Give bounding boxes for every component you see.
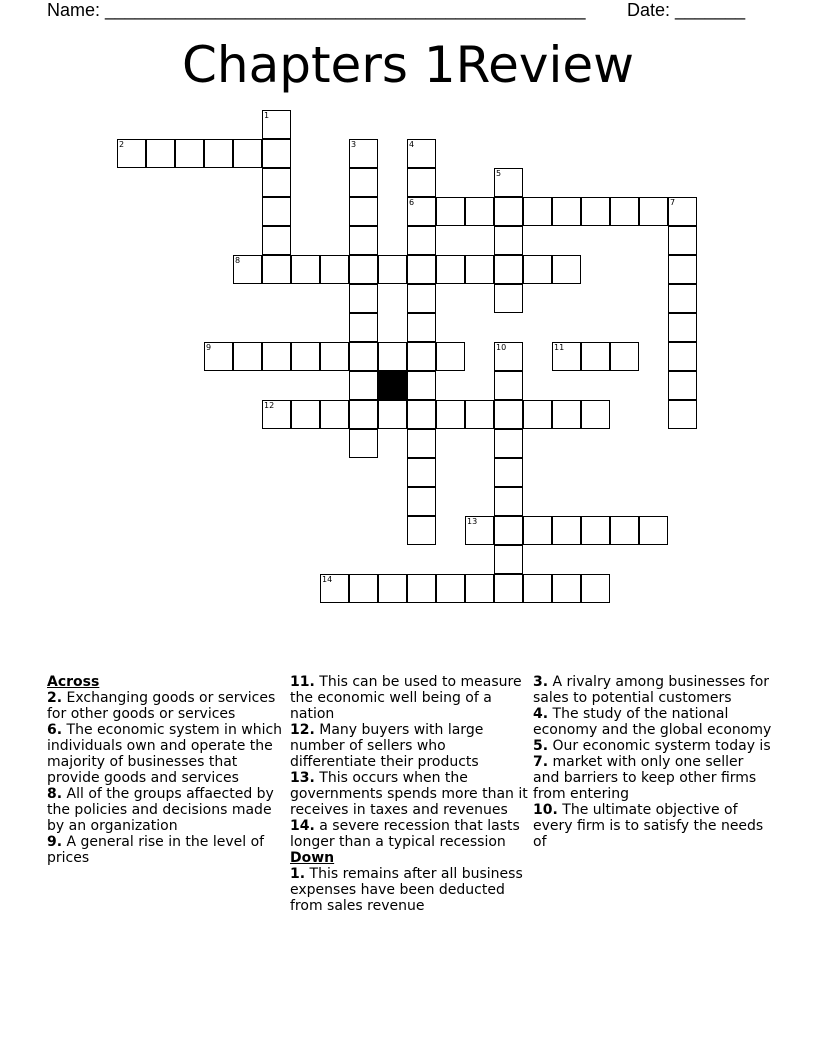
grid-cell[interactable] bbox=[523, 197, 552, 226]
grid-cell[interactable] bbox=[494, 371, 523, 400]
grid-cell[interactable] bbox=[668, 371, 697, 400]
grid-cell[interactable] bbox=[262, 400, 291, 429]
grid-cell[interactable] bbox=[407, 139, 436, 168]
grid-cell[interactable] bbox=[378, 255, 407, 284]
clue-number: 11. bbox=[290, 674, 315, 690]
down-clue bbox=[533, 738, 773, 754]
down-clue bbox=[533, 802, 773, 850]
cell-number: 10 bbox=[496, 343, 507, 352]
across-clue bbox=[47, 690, 287, 722]
across-heading: Across bbox=[47, 674, 100, 690]
grid-cell[interactable] bbox=[668, 197, 697, 226]
grid-cell[interactable] bbox=[581, 197, 610, 226]
clue-text: The ultimate objective of every firm is to satisfy the needs of bbox=[533, 802, 764, 850]
clue-text: This occurs when the governments spends more than it receives in taxes and revenues bbox=[290, 770, 528, 818]
clue-text: This can be used to measure the economic well being of a nation bbox=[290, 674, 522, 722]
clue-number: 2. bbox=[47, 690, 63, 706]
grid-cell[interactable] bbox=[320, 400, 349, 429]
cell-number: 13 bbox=[467, 517, 478, 526]
grid-cell[interactable] bbox=[610, 342, 639, 371]
cell-number: 4 bbox=[409, 140, 415, 149]
grid-cell[interactable] bbox=[117, 139, 146, 168]
clue-text: This remains after all business expenses have been deducted from sales revenue bbox=[290, 866, 523, 914]
clue-number: 13. bbox=[290, 770, 315, 786]
grid-cell[interactable] bbox=[320, 255, 349, 284]
grid-cell[interactable] bbox=[552, 400, 581, 429]
clue-number: 6. bbox=[47, 722, 63, 738]
grid-cell[interactable] bbox=[523, 255, 552, 284]
down-clue bbox=[533, 706, 773, 738]
grid-cell[interactable] bbox=[668, 255, 697, 284]
cell-number: 12 bbox=[264, 401, 275, 410]
grid-cell[interactable] bbox=[291, 342, 320, 371]
across-clue bbox=[290, 818, 530, 850]
grid-cell[interactable] bbox=[407, 342, 436, 371]
clue-text: Many buyers with large number of sellers who differentiate their products bbox=[290, 722, 484, 770]
across-clue bbox=[290, 770, 530, 818]
grid-cell[interactable] bbox=[407, 371, 436, 400]
grid-cell[interactable] bbox=[581, 516, 610, 545]
across-clue bbox=[47, 834, 287, 866]
clue-text: All of the groups affaected by the policies and decisions made by an organization bbox=[47, 786, 274, 834]
grid-cell[interactable] bbox=[668, 284, 697, 313]
grid-cell[interactable] bbox=[494, 516, 523, 545]
cell-number: 2 bbox=[119, 140, 125, 149]
clue-text: The study of the national economy and the global economy bbox=[533, 706, 772, 738]
cell-number: 9 bbox=[206, 343, 212, 352]
grid-cell[interactable] bbox=[436, 574, 465, 603]
grid-cell[interactable] bbox=[494, 487, 523, 516]
grid-cell[interactable] bbox=[465, 574, 494, 603]
grid-cell[interactable] bbox=[494, 284, 523, 313]
clue-column-1 bbox=[47, 674, 287, 866]
grid-cell[interactable] bbox=[552, 574, 581, 603]
grid-cell[interactable] bbox=[407, 255, 436, 284]
clue-text: A general rise in the level of prices bbox=[47, 834, 265, 866]
grid-cell[interactable] bbox=[552, 516, 581, 545]
cell-number: 5 bbox=[496, 169, 502, 178]
grid-cell[interactable] bbox=[349, 342, 378, 371]
grid-cell[interactable] bbox=[436, 400, 465, 429]
grid-cell[interactable] bbox=[349, 139, 378, 168]
across-clue bbox=[290, 674, 530, 722]
grid-cell[interactable] bbox=[581, 400, 610, 429]
grid-cell[interactable] bbox=[523, 400, 552, 429]
clue-number: 1. bbox=[290, 866, 306, 882]
grid-cell[interactable] bbox=[378, 400, 407, 429]
grid-cell[interactable] bbox=[262, 226, 291, 255]
down-clue bbox=[290, 866, 530, 914]
grid-cell[interactable] bbox=[465, 400, 494, 429]
clue-number: 12. bbox=[290, 722, 315, 738]
grid-cell[interactable] bbox=[494, 226, 523, 255]
grid-cell[interactable] bbox=[581, 342, 610, 371]
grid-cell[interactable] bbox=[233, 342, 262, 371]
grid-cell[interactable] bbox=[523, 574, 552, 603]
grid-cell[interactable] bbox=[407, 400, 436, 429]
grid-cell[interactable] bbox=[262, 197, 291, 226]
grid-cell[interactable] bbox=[668, 342, 697, 371]
clue-text: The economic system in which individuals own and operate the majority of businesses that provide goods and services bbox=[47, 722, 283, 786]
grid-cell[interactable] bbox=[262, 255, 291, 284]
black-cell bbox=[378, 371, 407, 400]
grid-cell[interactable] bbox=[436, 342, 465, 371]
clue-text: a severe recession that lasts longer than a typical recession bbox=[290, 818, 520, 850]
clue-column-2 bbox=[290, 674, 530, 914]
grid-cell[interactable] bbox=[349, 168, 378, 197]
grid-cell[interactable] bbox=[291, 400, 320, 429]
grid-cell[interactable] bbox=[349, 429, 378, 458]
grid-cell[interactable] bbox=[262, 342, 291, 371]
clue-number: 10. bbox=[533, 802, 558, 818]
clue-number: 5. bbox=[533, 738, 549, 754]
grid-cell[interactable] bbox=[668, 400, 697, 429]
date-field[interactable]: Date: _______ bbox=[627, 0, 746, 20]
grid-cell[interactable] bbox=[407, 574, 436, 603]
grid-cell[interactable] bbox=[262, 139, 291, 168]
down-heading: Down bbox=[290, 850, 335, 866]
clue-text: Our economic systerm today is bbox=[552, 738, 771, 754]
grid-cell[interactable] bbox=[407, 168, 436, 197]
grid-cell[interactable] bbox=[407, 458, 436, 487]
grid-cell[interactable] bbox=[349, 371, 378, 400]
grid-cell[interactable] bbox=[407, 197, 436, 226]
grid-cell[interactable] bbox=[552, 255, 581, 284]
cell-number: 14 bbox=[322, 575, 333, 584]
grid-cell[interactable] bbox=[494, 197, 523, 226]
grid-cell[interactable] bbox=[639, 197, 668, 226]
grid-cell[interactable] bbox=[494, 545, 523, 574]
grid-cell[interactable] bbox=[494, 255, 523, 284]
grid-cell[interactable] bbox=[610, 197, 639, 226]
across-clue bbox=[47, 786, 287, 834]
grid-cell[interactable] bbox=[407, 516, 436, 545]
grid-cell[interactable] bbox=[494, 429, 523, 458]
grid-cell[interactable] bbox=[407, 226, 436, 255]
grid-cell[interactable] bbox=[436, 197, 465, 226]
grid-cell[interactable] bbox=[465, 255, 494, 284]
clue-text: market with only one seller and barriers to keep other firms from entering bbox=[533, 754, 757, 802]
grid-cell[interactable] bbox=[349, 255, 378, 284]
grid-cell[interactable] bbox=[668, 226, 697, 255]
grid-cell[interactable] bbox=[262, 110, 291, 139]
down-clue bbox=[533, 754, 773, 802]
grid-cell[interactable] bbox=[407, 429, 436, 458]
grid-cell[interactable] bbox=[668, 313, 697, 342]
grid-cell[interactable] bbox=[494, 168, 523, 197]
grid-cell[interactable] bbox=[349, 313, 378, 342]
name-field[interactable]: Name: ________________________________________________ bbox=[47, 0, 586, 20]
down-clue bbox=[533, 674, 773, 706]
across-clue bbox=[290, 722, 530, 770]
cell-number: 6 bbox=[409, 198, 415, 207]
clue-number: 9. bbox=[47, 834, 63, 850]
grid-cell[interactable] bbox=[494, 458, 523, 487]
across-clue bbox=[47, 722, 287, 786]
grid-cell[interactable] bbox=[349, 400, 378, 429]
grid-cell[interactable] bbox=[349, 574, 378, 603]
cell-number: 3 bbox=[351, 140, 357, 149]
grid-cell[interactable] bbox=[436, 255, 465, 284]
grid-cell[interactable] bbox=[494, 400, 523, 429]
grid-cell[interactable] bbox=[233, 255, 262, 284]
grid-cell[interactable] bbox=[320, 574, 349, 603]
clue-number: 4. bbox=[533, 706, 549, 722]
grid-cell[interactable] bbox=[552, 197, 581, 226]
grid-cell[interactable] bbox=[349, 226, 378, 255]
grid-cell[interactable] bbox=[465, 197, 494, 226]
grid-cell[interactable] bbox=[407, 284, 436, 313]
grid-cell[interactable] bbox=[233, 139, 262, 168]
clue-number: 7. bbox=[533, 754, 549, 770]
grid-cell[interactable] bbox=[146, 139, 175, 168]
grid-cell[interactable] bbox=[204, 342, 233, 371]
page-title: Chapters 1Review bbox=[181, 36, 635, 94]
cell-number: 1 bbox=[264, 111, 270, 120]
grid-cell[interactable] bbox=[494, 574, 523, 603]
clue-column-3 bbox=[533, 674, 773, 850]
grid-cell[interactable] bbox=[552, 342, 581, 371]
grid-cell[interactable] bbox=[204, 139, 233, 168]
clue-number: 8. bbox=[47, 786, 63, 802]
cell-number: 11 bbox=[554, 343, 565, 352]
clue-text: A rivalry among businesses for sales to potential customers bbox=[533, 674, 770, 706]
grid-cell[interactable] bbox=[262, 168, 291, 197]
grid-cell[interactable] bbox=[378, 574, 407, 603]
grid-cell[interactable] bbox=[610, 516, 639, 545]
grid-cell[interactable] bbox=[581, 574, 610, 603]
grid-cell[interactable] bbox=[175, 139, 204, 168]
grid-cell[interactable] bbox=[465, 516, 494, 545]
grid-cell[interactable] bbox=[320, 342, 349, 371]
cell-number: 8 bbox=[235, 256, 241, 265]
clue-number: 3. bbox=[533, 674, 549, 690]
grid-cell[interactable] bbox=[407, 487, 436, 516]
cell-number: 7 bbox=[670, 198, 676, 207]
grid-cell[interactable] bbox=[291, 255, 320, 284]
grid-cell[interactable] bbox=[639, 516, 668, 545]
grid-cell[interactable] bbox=[494, 342, 523, 371]
clue-text: Exchanging goods or services for other goods or services bbox=[47, 690, 276, 722]
grid-cell[interactable] bbox=[407, 313, 436, 342]
grid-cell[interactable] bbox=[523, 516, 552, 545]
grid-cell[interactable] bbox=[349, 284, 378, 313]
grid-cell[interactable] bbox=[349, 197, 378, 226]
grid-cell[interactable] bbox=[378, 342, 407, 371]
clue-number: 14. bbox=[290, 818, 315, 834]
